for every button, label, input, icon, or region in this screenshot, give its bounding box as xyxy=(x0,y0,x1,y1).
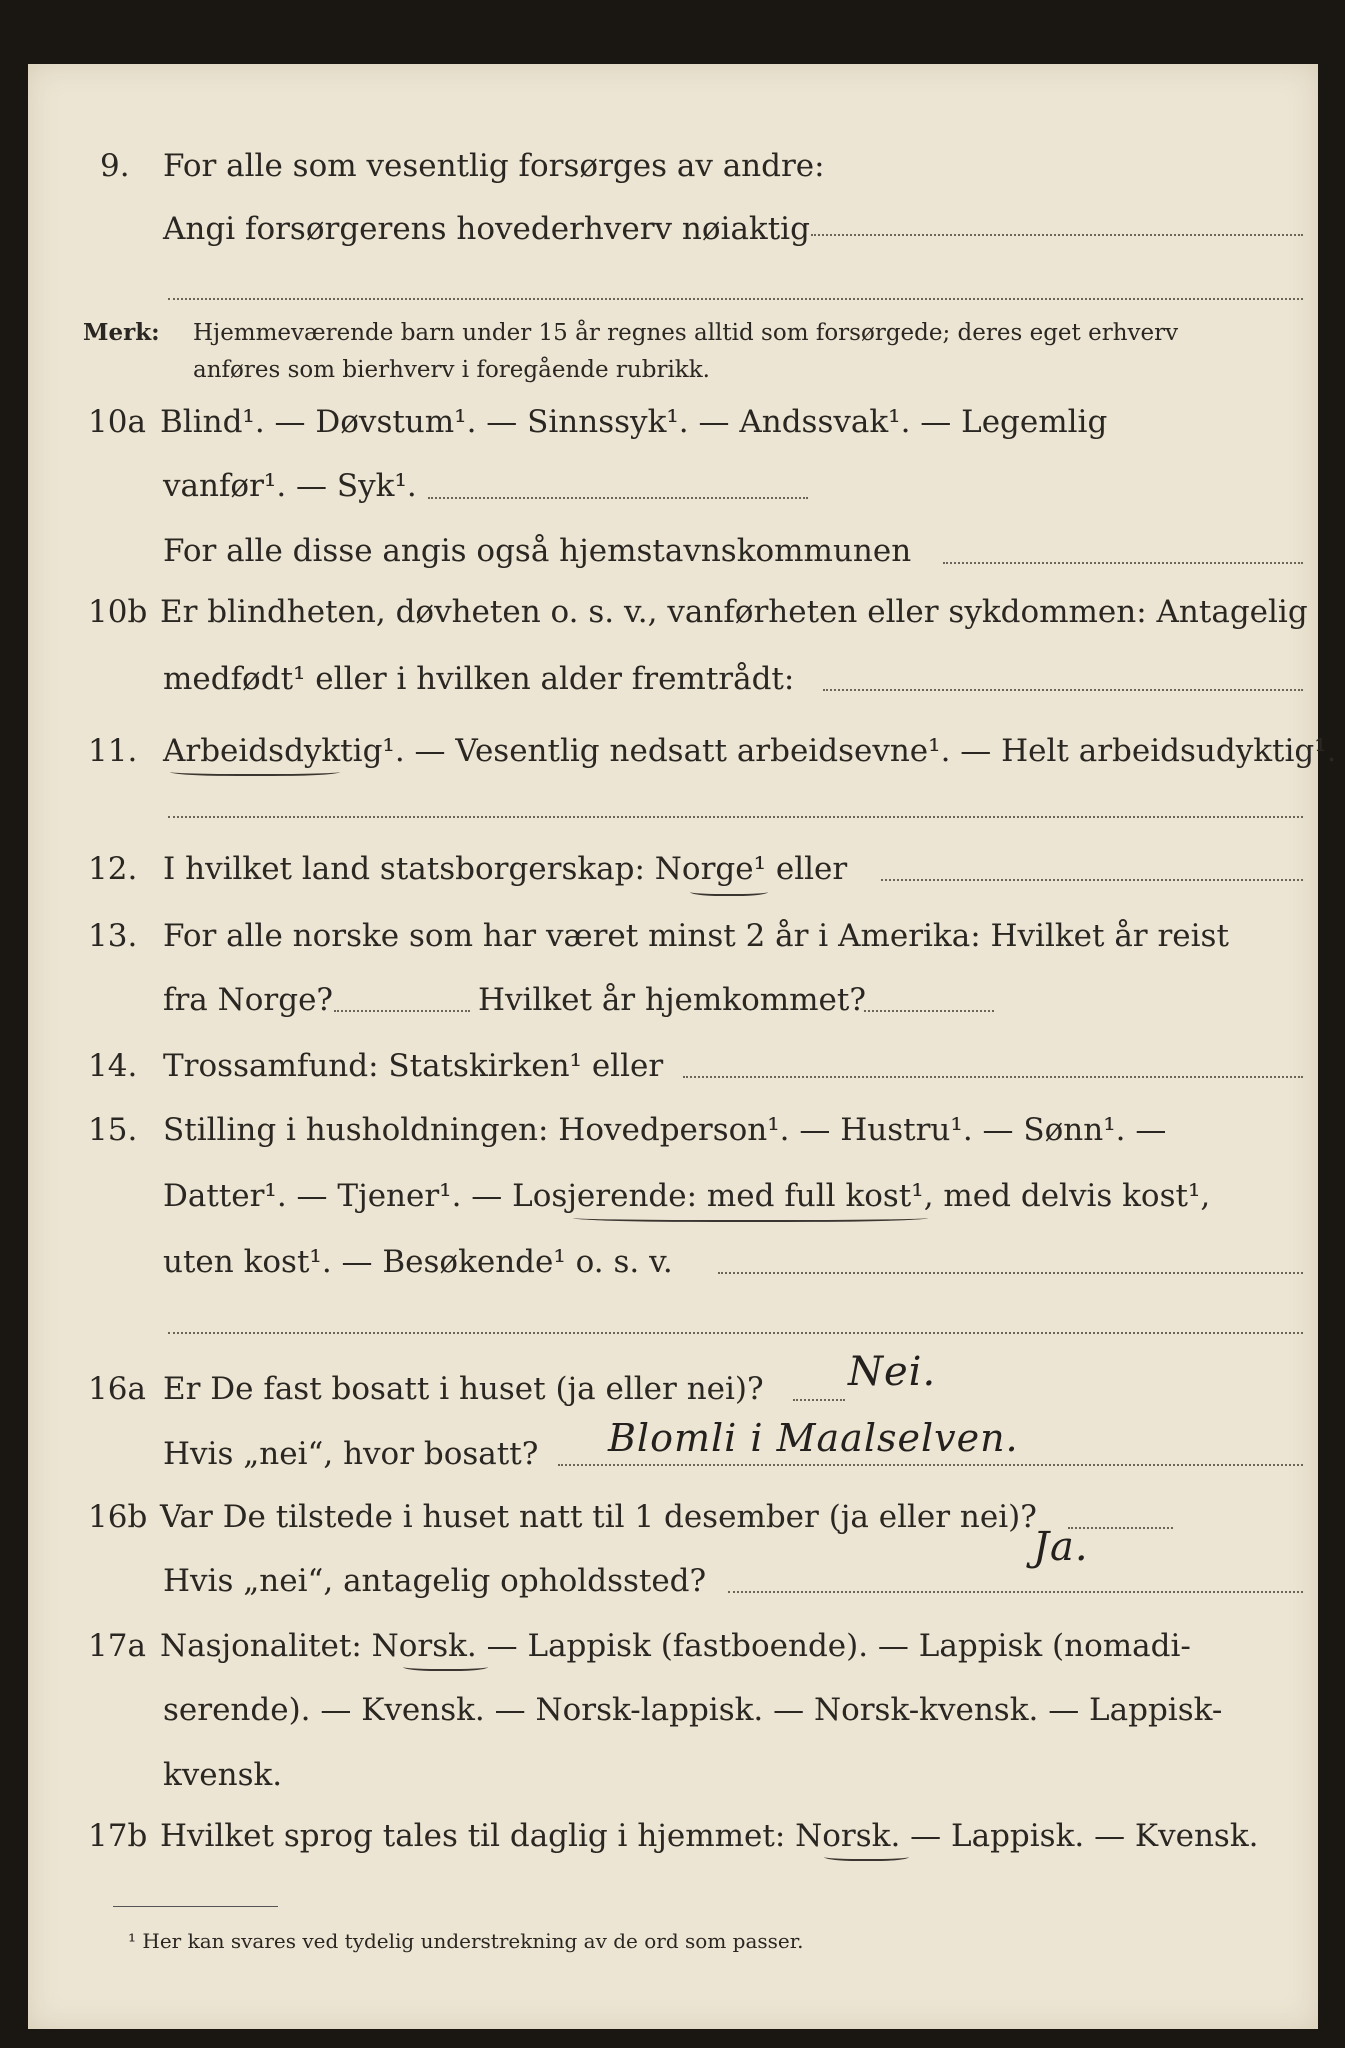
q16b-number: 16b xyxy=(88,1499,148,1535)
q15-extra-line[interactable] xyxy=(168,1332,1303,1334)
q16a-answer-line2[interactable] xyxy=(558,1464,1303,1466)
q14-number: 14. xyxy=(88,1048,138,1084)
q17a-number: 17a xyxy=(88,1628,146,1664)
q16a-handwritten-answer2: Blomli i Maalselven. xyxy=(608,1416,1019,1460)
norge-underline xyxy=(690,886,768,896)
norsk-sprog-underline xyxy=(824,1851,909,1861)
q10a-number: 10a xyxy=(88,404,146,440)
q16a-answer-line1[interactable] xyxy=(793,1399,845,1401)
q13-reist-line[interactable] xyxy=(334,1010,470,1012)
arbeidsdyktig-underline xyxy=(170,766,340,776)
q17b-number: 17b xyxy=(88,1818,148,1854)
q10b-number: 10b xyxy=(88,594,148,630)
q9-answer-line[interactable] xyxy=(811,234,1303,236)
q15-answer-line[interactable] xyxy=(718,1272,1303,1274)
q16b-answer-line2[interactable] xyxy=(728,1591,1303,1593)
q9-extra-line[interactable] xyxy=(168,298,1303,300)
footnote-rule xyxy=(113,1906,278,1907)
q10a-syk-line[interactable] xyxy=(428,497,808,499)
q15-number: 15. xyxy=(88,1112,138,1148)
footnote: ¹ Her kan svares ved tydelig understrekning av de ord som passer. xyxy=(128,1929,804,1953)
q10b-answer-line[interactable] xyxy=(823,689,1303,691)
q16a-handwritten-answer1: Nei. xyxy=(848,1349,937,1395)
q10a-kommune-line[interactable] xyxy=(943,562,1303,564)
form-page: 9. For alle som vesentlig forsørges av andre: Angi forsørgerens hovederhverv nøiaktig Merk: Hjemmeværende barn under 15 år regnes alltid som forsørgede; deres eget erhverv anføres som bierhverv i foregående rubrikk. 10a Blind¹. — Døvstum¹. — Sinnssyk¹. — Andssvak¹. — Legemlig vanfør¹. — Syk¹. For alle disse angis også hjemstavnskommunen 10b Er blindheten, døvheten o. s. v., vanførheten eller sykdommen: Antagelig medfødt¹ eller i hvilken alder fremtrådt: 11. Arbeidsdyktig¹. — Vesentlig nedsatt arbeidsevne¹. — Helt arbeidsudyktig¹. 12. I hvilket land statsborgerskap: Norge¹ eller 13. For alle norske som har været minst 2 år i Amerika: Hvilket år reist fra Norge? Hvilket år hjemkommet? 14. Trossamfund: Statskirken¹ eller 15. Stilling i husholdningen: Hovedperson¹. — Hustru¹. — Sønn¹. — Datter¹. — Tjener¹. — Losjerende: med full kost¹, med delvis kost¹, uten kost¹. — Besøkende¹ o. s. v. 16a Er De fast bosatt i huset (ja eller nei)? Nei. Hvis „nei“, hvor bosatt? Blomli i Maalselven. 16b Var De tilstede i huset natt til 1 desember (ja eller nei)? Hvis „nei“, antagelig opholdssted? Ja. 17a Nasjonalitet: Norsk. — Lappisk (fastboende). — Lappisk (nomadi- serende). — Kvensk. — Norsk-lappisk. — Norsk-kvensk. — Lappisk- kvensk. 17b Hvilket sprog tales til daglig i hjemmet: Norsk. — Lappisk. — Kvensk. ¹ Her kan svares ved tydelig understrekning av de ord som passer. xyxy=(28,64,1318,2029)
q13-hjemkommet-line[interactable] xyxy=(864,1010,994,1012)
q12-number: 12. xyxy=(88,851,138,887)
q14-answer-line[interactable] xyxy=(683,1076,1303,1078)
q12-answer-line[interactable] xyxy=(881,879,1303,881)
q16b-handwritten-answer: Ja. xyxy=(1033,1524,1089,1570)
q13-number: 13. xyxy=(88,918,138,954)
norsk-underline xyxy=(403,1661,488,1671)
losjerende-underline xyxy=(573,1212,928,1222)
q9-number: 9. xyxy=(100,148,130,184)
q16a-number: 16a xyxy=(88,1371,146,1407)
q11-extra-line[interactable] xyxy=(168,816,1303,818)
q11-number: 11. xyxy=(88,733,138,769)
